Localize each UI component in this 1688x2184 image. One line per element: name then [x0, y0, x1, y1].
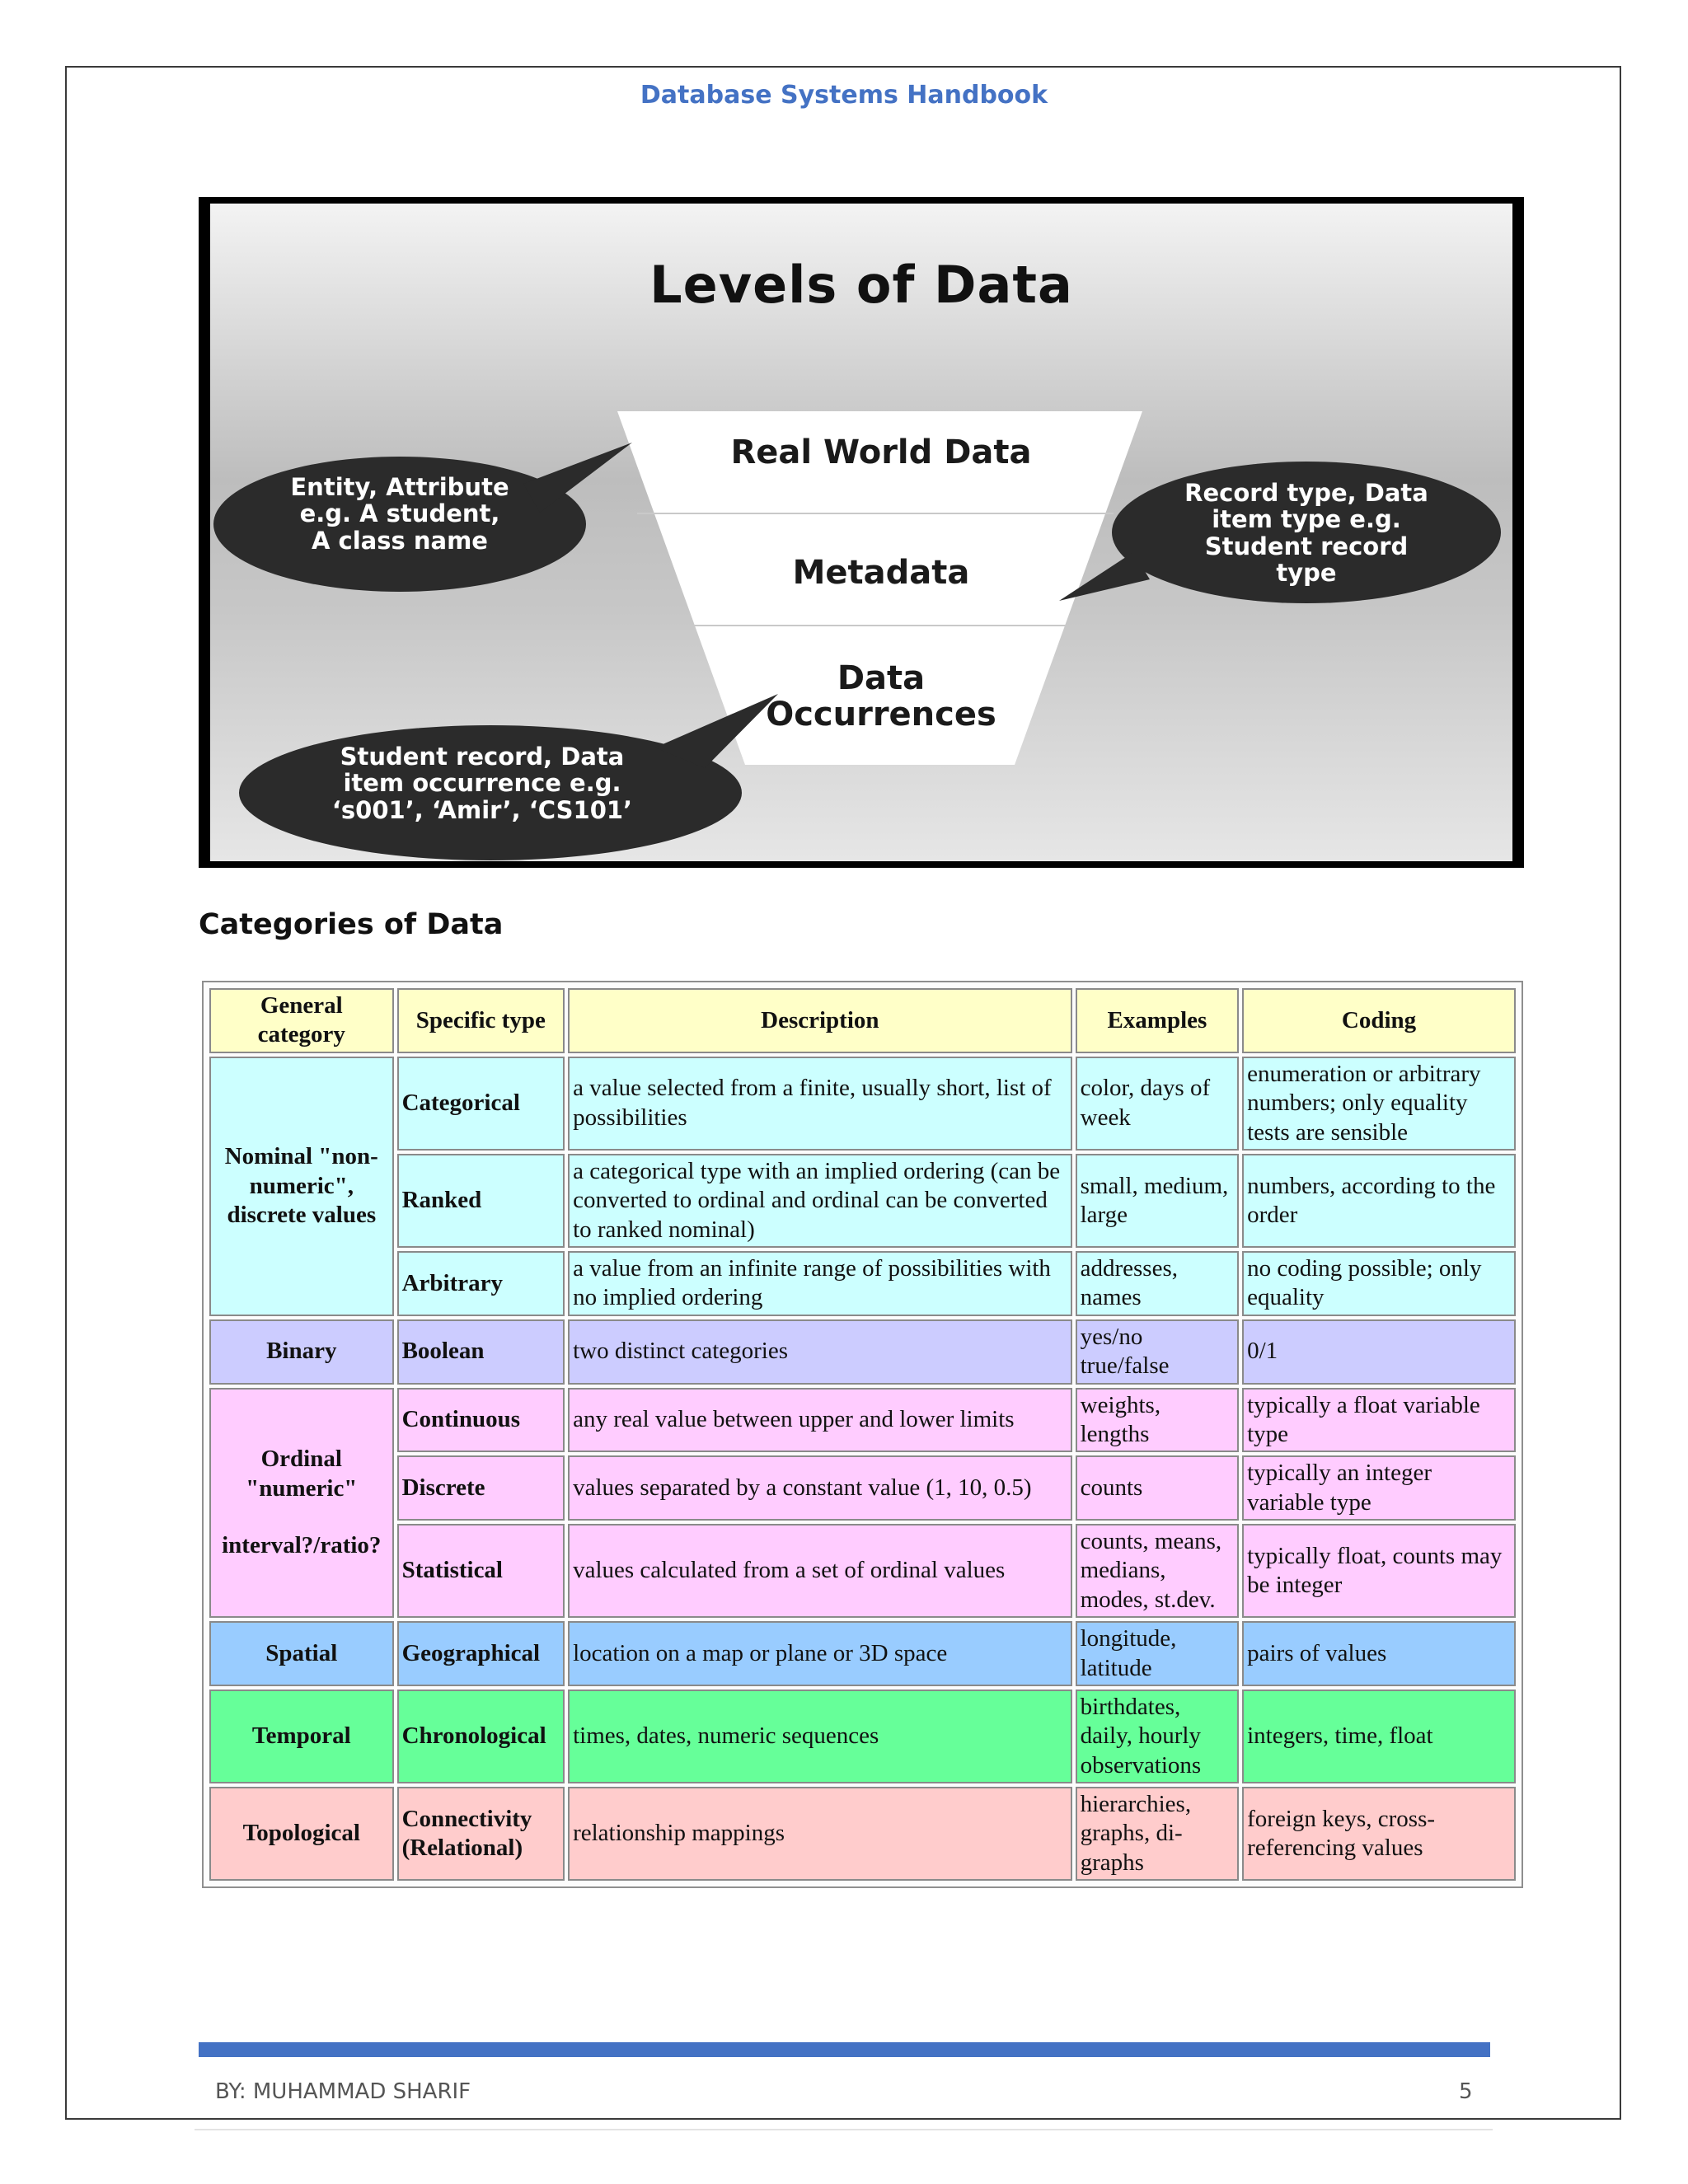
- bubble-line: type: [1276, 559, 1337, 588]
- bubble-left-bottom-text: [284, 743, 680, 823]
- header-description: Description: [568, 988, 1072, 1053]
- bubble-line: Record type, Data: [1184, 479, 1428, 507]
- examples: counts, means, medians, modes, st.dev.: [1076, 1524, 1240, 1618]
- coding: typically an integer variable type: [1242, 1455, 1516, 1521]
- table-row: [209, 1455, 1516, 1521]
- funnel-level-data-occurrences-line1: Data: [837, 659, 926, 697]
- general-category-topological: Topological: [209, 1787, 394, 1881]
- examples: color, days of week: [1076, 1057, 1240, 1151]
- examples: small, medium, large: [1076, 1154, 1240, 1248]
- footer-divider: [195, 2129, 1493, 2130]
- header-coding: Coding: [1242, 988, 1516, 1053]
- coding: 0/1: [1242, 1319, 1516, 1385]
- description: any real value between upper and lower limits: [568, 1388, 1072, 1453]
- general-category-ordinal: [209, 1388, 394, 1619]
- examples: counts: [1076, 1455, 1240, 1521]
- description: a categorical type with an implied ordering (can be converted to ordinal and ordinal can be converted to ranked nominal): [568, 1154, 1072, 1248]
- bubble-line: e.g. A student,: [299, 499, 500, 528]
- header-general-category: General category: [209, 988, 394, 1053]
- page-number: 5: [1459, 2079, 1473, 2104]
- examples: hierarchies, graphs, di-graphs: [1076, 1787, 1240, 1881]
- specific-type: Ranked: [397, 1154, 565, 1248]
- table-row: [209, 1251, 1516, 1316]
- table-row: [209, 1787, 1516, 1881]
- table-row: [209, 1524, 1516, 1618]
- general-category-nominal: Nominal "non-numeric", discrete values: [209, 1057, 394, 1316]
- coding: typically float, counts may be integer: [1242, 1524, 1516, 1618]
- general-category-spatial: Spatial: [209, 1621, 394, 1686]
- table-row: [209, 1621, 1516, 1686]
- bubble-line: Entity, Attribute: [290, 473, 509, 501]
- funnel-level-data-occurrences-line2: Occurrences: [766, 696, 996, 733]
- header-specific-type: Specific type: [397, 988, 565, 1053]
- general-category-binary: Binary: [209, 1319, 394, 1385]
- footer-author: BY: MUHAMMAD SHARIF: [215, 2079, 471, 2104]
- coding: pairs of values: [1242, 1621, 1516, 1686]
- levels-of-data-figure: [199, 197, 1524, 868]
- examples: yes/no true/false: [1076, 1319, 1240, 1385]
- examples: addresses, names: [1076, 1251, 1240, 1316]
- bubble-line: item type e.g.: [1212, 505, 1401, 534]
- general-category-ordinal-line1: Ordinal "numeric": [246, 1446, 358, 1502]
- coding: typically a float variable type: [1242, 1388, 1516, 1453]
- page-header-title: Database Systems Handbook: [640, 81, 1048, 110]
- description: a value from an infinite range of possibilities with no implied ordering: [568, 1251, 1072, 1316]
- bubble-right-text: [1158, 480, 1455, 587]
- bubble-line: Student record, Data: [340, 743, 625, 771]
- specific-type: Chronological: [397, 1690, 565, 1783]
- coding: foreign keys, cross-referencing values: [1242, 1787, 1516, 1881]
- table-row: [209, 1388, 1516, 1453]
- examples: birthdates, daily, hourly observations: [1076, 1690, 1240, 1783]
- table-header-row: [209, 988, 1516, 1053]
- bubble-left-top-text: [260, 474, 540, 554]
- footer-accent-bar: [199, 2042, 1490, 2057]
- specific-type: Statistical: [397, 1524, 565, 1618]
- table-row: [209, 1057, 1516, 1151]
- specific-type: Discrete: [397, 1455, 565, 1521]
- coding: numbers, according to the order: [1242, 1154, 1516, 1248]
- bubble-line: A class name: [312, 526, 488, 555]
- description: a value selected from a finite, usually short, list of possibilities: [568, 1057, 1072, 1151]
- funnel-level-metadata: Metadata: [792, 554, 970, 592]
- description: values separated by a constant value (1, 10, 0.5): [568, 1455, 1072, 1521]
- figure-canvas: [210, 204, 1512, 861]
- general-category-ordinal-line2: interval?/ratio?: [222, 1532, 382, 1558]
- specific-type: Connectivity (Relational): [397, 1787, 565, 1881]
- bubble-line: item occurrence e.g.: [343, 769, 621, 798]
- header-examples: Examples: [1076, 988, 1240, 1053]
- figure-title: Levels of Data: [649, 255, 1073, 315]
- description: values calculated from a set of ordinal values: [568, 1524, 1072, 1618]
- categories-table-wrapper: [202, 981, 1523, 1888]
- funnel-level-data-occurrences: [700, 660, 1062, 733]
- categories-of-data-table: [206, 985, 1519, 1884]
- description: two distinct categories: [568, 1319, 1072, 1385]
- specific-type: Arbitrary: [397, 1251, 565, 1316]
- coding: no coding possible; only equality: [1242, 1251, 1516, 1316]
- coding: integers, time, float: [1242, 1690, 1516, 1783]
- specific-type: Continuous: [397, 1388, 565, 1453]
- description: relationship mappings: [568, 1787, 1072, 1881]
- funnel-level-real-world: Real World Data: [730, 434, 1032, 471]
- table-row: [209, 1319, 1516, 1385]
- examples: longitude, latitude: [1076, 1621, 1240, 1686]
- specific-type: Categorical: [397, 1057, 565, 1151]
- specific-type: Geographical: [397, 1621, 565, 1686]
- description: times, dates, numeric sequences: [568, 1690, 1072, 1783]
- specific-type: Boolean: [397, 1319, 565, 1385]
- table-row: [209, 1690, 1516, 1783]
- table-row: [209, 1154, 1516, 1248]
- bubble-line: ‘s001’, ‘Amir’, ‘CS101’: [331, 795, 633, 824]
- general-category-temporal: Temporal: [209, 1690, 394, 1783]
- bubble-line: Student record: [1204, 532, 1409, 560]
- section-heading: Categories of Data: [199, 908, 504, 941]
- coding: enumeration or arbitrary numbers; only equality tests are sensible: [1242, 1057, 1516, 1151]
- examples: weights, lengths: [1076, 1388, 1240, 1453]
- description: location on a map or plane or 3D space: [568, 1621, 1072, 1686]
